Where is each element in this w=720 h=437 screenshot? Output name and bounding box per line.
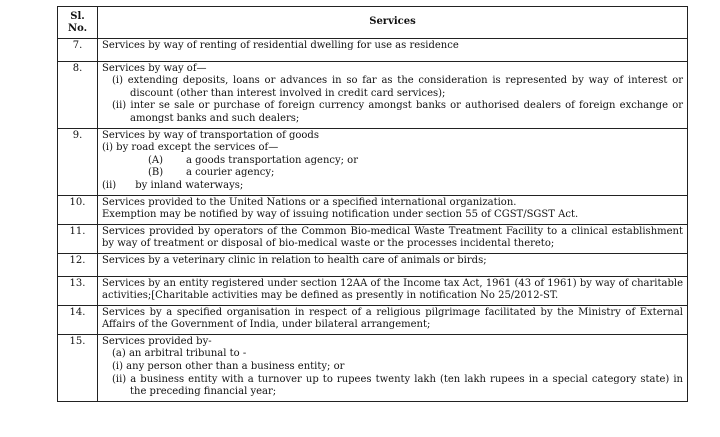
row-line: Exemption may be notified by way of issuing notification under section 55 of CGST/SGST Act. <box>102 209 579 221</box>
row-subitem <box>102 155 683 168</box>
table-row <box>58 224 688 253</box>
row-text: Services by a specified organisation in respect of a religious pilgrimage facilitated by the Ministry of External Affairs of the Government of India, under bilateral arrangement; <box>98 305 688 334</box>
row-text <box>98 195 688 224</box>
row-subitem <box>102 167 683 180</box>
row-number: 13. <box>58 276 98 305</box>
row-text <box>98 334 688 401</box>
table-row <box>58 276 688 305</box>
row-number: 15. <box>58 334 98 401</box>
subitem-text: a courier agency; <box>186 167 275 179</box>
table-row <box>58 61 688 128</box>
sl-header-line2: No. <box>67 22 88 34</box>
row-item: (ii) inter se sale or purchase of foreign currency amongst banks or authorised dealers of foreign exchange or amongst banks and such dealers; <box>112 100 683 124</box>
row-item: (ii) a business entity with a turnover up to rupees twenty lakh (ten lakh rupees in a special category state) in the preceding financial year; <box>112 373 683 398</box>
row-number: 12. <box>58 253 98 276</box>
row-intro: Services by way of— <box>102 62 207 74</box>
row-text <box>98 253 688 276</box>
sl-header-line1: Sl. <box>70 10 85 22</box>
row-text: Services provided by operators of the Common Bio-medical Waste Treatment Facility to a clinical establishment by way of treatment or disposal of bio-medical waste or the processes incidental thereto; <box>98 224 688 253</box>
row-item: (i) any person other than a business entity; or <box>112 361 345 373</box>
table-row <box>58 39 688 62</box>
services-table <box>57 6 688 402</box>
sl-no-header <box>58 7 98 39</box>
subitem-label: (A) <box>148 154 164 166</box>
services-header: Services <box>98 7 688 39</box>
row-line: Services by way of renting of residential dwelling for use as residence <box>102 40 459 51</box>
row-number: 8. <box>58 61 98 128</box>
row-item: (ii) by inland waterways; <box>102 179 244 191</box>
table-row <box>58 334 688 401</box>
row-number: 14. <box>58 305 98 334</box>
table-row <box>58 253 688 276</box>
row-text: Services by an entity registered under section 12AA of the Income tax Act, 1961 (43 of 1961) by way of charitable activities;[Charitable activities may be defined as presently in notification No 25/2012-ST. <box>98 276 688 305</box>
row-line: Services by a veterinary clinic in relation to health care of animals or birds; <box>102 254 487 266</box>
row-text <box>98 39 688 62</box>
table-row <box>58 195 688 224</box>
row-item: (i) extending deposits, loans or advances in so far as the consideration is represented by way of interest or discount (other than interest involved in credit card services); <box>112 75 683 99</box>
row-item: (i) by road except the services of— <box>102 142 279 154</box>
row-number: 7. <box>58 39 98 62</box>
table-header-row <box>58 7 688 39</box>
row-line: Services provided to the United Nations or a specified international organization. <box>102 196 517 208</box>
row-number: 11. <box>58 224 98 253</box>
table-row <box>58 305 688 334</box>
row-intro: Services provided by- <box>102 335 212 347</box>
row-number: 9. <box>58 128 98 195</box>
row-intro: Services by way of transportation of goods <box>102 129 319 141</box>
table-row <box>58 128 688 195</box>
subitem-text: a goods transportation agency; or <box>186 154 358 166</box>
subitem-label: (B) <box>148 167 164 179</box>
row-item: (a) an arbitral tribunal to - <box>112 348 247 360</box>
row-text <box>98 128 688 195</box>
row-text <box>98 61 688 128</box>
row-number: 10. <box>58 195 98 224</box>
